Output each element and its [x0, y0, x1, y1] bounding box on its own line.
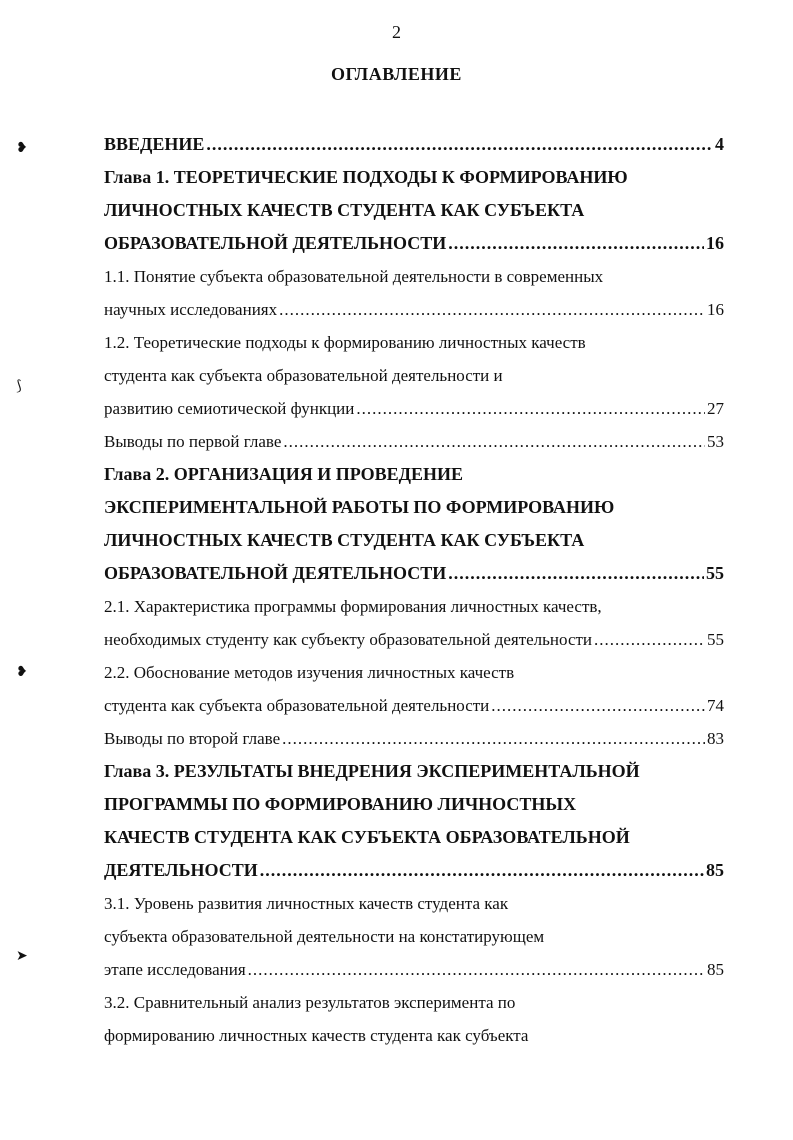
- toc-entry-chapter-3[interactable]: ДЕЯТЕЛЬНОСТИ ..... 85: [104, 854, 724, 887]
- toc-entry-conclusions-1[interactable]: Выводы по первой главе ..... 53: [104, 425, 724, 458]
- table-of-contents: [104, 128, 724, 1052]
- toc-chapter-heading[interactable]: Глава 2. ОРГАНИЗАЦИЯ И ПРОВЕДЕНИЕ: [104, 464, 464, 484]
- toc-section-line[interactable]: 3.1. Уровень развития личностных качеств студента как: [104, 894, 509, 913]
- toc-section-line[interactable]: формированию личностных качеств студента как субъекта: [104, 1026, 529, 1045]
- toc-section-line[interactable]: 1.2. Теоретические подходы к формированию личностных качеств: [104, 333, 586, 352]
- toc-entry-section-1-2[interactable]: развитию семиотической функции ..... 27: [104, 392, 724, 425]
- toc-section-line[interactable]: субъекта образовательной деятельности на констатирующем: [104, 927, 545, 946]
- page-title: ОГЛАВЛЕНИЕ: [331, 64, 462, 84]
- toc-page-number: 83: [707, 729, 724, 748]
- toc-chapter-heading[interactable]: Глава 1. ТЕОРЕТИЧЕСКИЕ ПОДХОДЫ К ФОРМИРОВАНИЮ: [104, 167, 628, 187]
- toc-entry-section-2-1[interactable]: необходимых студенту как субъекту образовательной деятельности ..... 55: [104, 623, 724, 656]
- toc-chapter-heading[interactable]: Глава 3. РЕЗУЛЬТАТЫ ВНЕДРЕНИЯ ЭКСПЕРИМЕНТАЛЬНОЙ: [104, 761, 640, 781]
- toc-entry-section-3-1[interactable]: этапе исследования ..... 85: [104, 953, 724, 986]
- toc-chapter-heading[interactable]: ПРОГРАММЫ ПО ФОРМИРОВАНИЮ ЛИЧНОСТНЫХ: [104, 794, 577, 814]
- toc-section-line[interactable]: 2.1. Характеристика программы формирования личностных качеств,: [104, 597, 602, 616]
- toc-page-number: 16: [706, 233, 724, 253]
- toc-entry-introduction[interactable]: ВВЕДЕНИЕ ..... 4: [104, 128, 724, 161]
- toc-chapter-heading[interactable]: ЛИЧНОСТНЫХ КАЧЕСТВ СТУДЕНТА КАК СУБЪЕКТА: [104, 200, 585, 220]
- margin-mark-icon: ⟆: [16, 379, 22, 394]
- toc-chapter-heading[interactable]: КАЧЕСТВ СТУДЕНТА КАК СУБЪЕКТА ОБРАЗОВАТЕЛЬНОЙ: [104, 827, 630, 847]
- toc-section-line[interactable]: 2.2. Обоснование методов изучения личностных качеств: [104, 663, 515, 682]
- toc-section-line[interactable]: 1.1. Понятие субъекта образовательной деятельности в современных: [104, 267, 604, 286]
- toc-page-number: 85: [707, 960, 724, 979]
- page-number: 2: [392, 22, 401, 42]
- toc-page-number: 74: [707, 696, 724, 715]
- toc-chapter-heading[interactable]: ЭКСПЕРИМЕНТАЛЬНОЙ РАБОТЫ ПО ФОРМИРОВАНИЮ: [104, 497, 615, 517]
- toc-page-number: 16: [707, 300, 724, 319]
- toc-page-number: 85: [706, 860, 724, 880]
- toc-page-number: 55: [706, 563, 724, 583]
- toc-page-number: 53: [707, 432, 724, 451]
- margin-mark-icon: ➤: [16, 949, 28, 964]
- toc-entry-conclusions-2[interactable]: Выводы по второй главе ..... 83: [104, 722, 724, 755]
- toc-entry-chapter-2[interactable]: ОБРАЗОВАТЕЛЬНОЙ ДЕЯТЕЛЬНОСТИ ..... 55: [104, 557, 724, 590]
- toc-page-number: 55: [707, 630, 724, 649]
- toc-section-line[interactable]: 3.2. Сравнительный анализ результатов эксперимента по: [104, 993, 516, 1012]
- toc-entry-chapter-1[interactable]: ОБРАЗОВАТЕЛЬНОЙ ДЕЯТЕЛЬНОСТИ ..... 16: [104, 227, 724, 260]
- margin-mark-icon: ❥: [16, 141, 28, 156]
- margin-mark-icon: ❥: [16, 665, 28, 680]
- toc-entry-section-1-1[interactable]: научных исследованиях ..... 16: [104, 293, 724, 326]
- toc-page-number: 4: [715, 134, 724, 154]
- toc-section-line[interactable]: студента как субъекта образовательной деятельности и: [104, 366, 503, 385]
- toc-entry-section-2-2[interactable]: студента как субъекта образовательной деятельности ..... 74: [104, 689, 724, 722]
- toc-page-number: 27: [707, 399, 724, 418]
- toc-chapter-heading[interactable]: ЛИЧНОСТНЫХ КАЧЕСТВ СТУДЕНТА КАК СУБЪЕКТА: [104, 530, 585, 550]
